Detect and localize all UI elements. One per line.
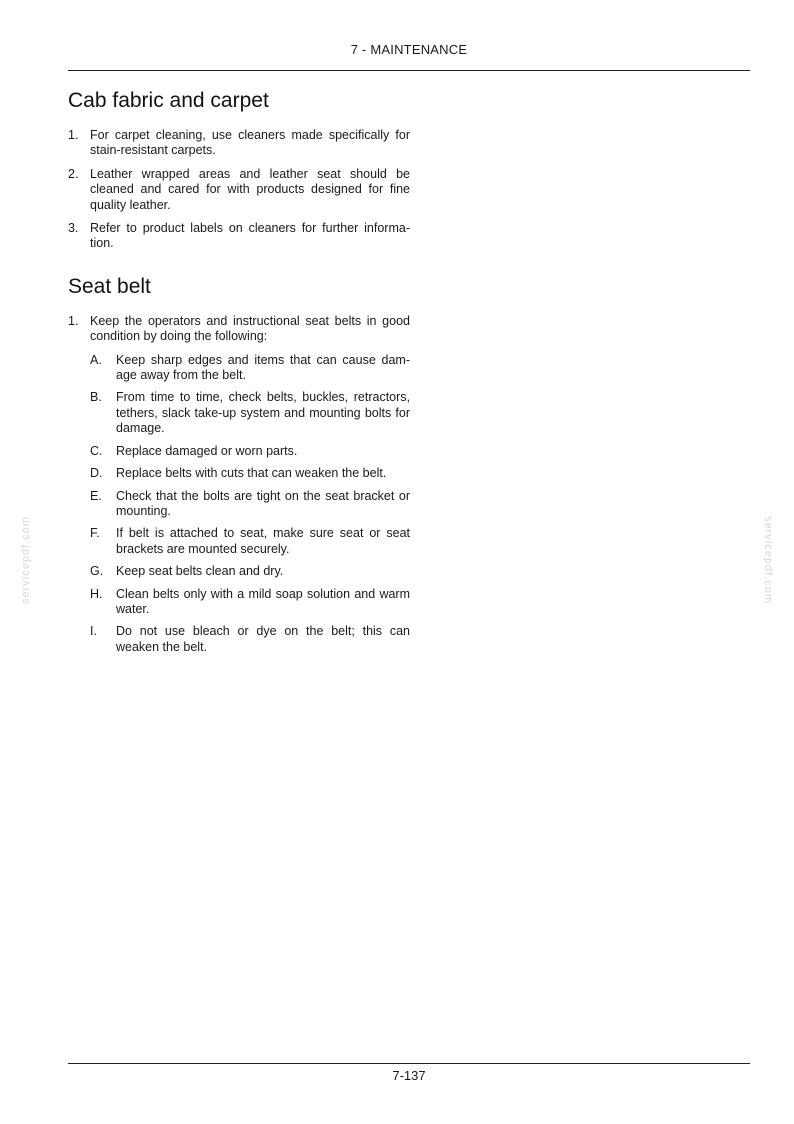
sub-list-item — [90, 353, 410, 384]
watermark-right: servicepdf.com — [762, 516, 774, 604]
list-item — [68, 128, 410, 159]
step-number: 1. — [68, 313, 79, 328]
list-item — [68, 221, 410, 252]
sub-list-item — [90, 587, 410, 618]
sub-step-letter: G. — [90, 564, 104, 579]
sub-step-letter: I. — [90, 624, 97, 639]
sub-step-text: Keep sharp edges and items that can cause dam-age away from the belt. — [116, 352, 410, 383]
header-rule — [68, 70, 750, 71]
section-title-cab-fabric: Cab fabric and carpet — [68, 89, 269, 112]
sub-step-text: Replace belts with cuts that can weaken the belt. — [116, 466, 387, 481]
list-item — [68, 314, 410, 655]
sub-list-item — [90, 526, 410, 557]
running-header: 7 - MAINTENANCE — [350, 42, 468, 57]
step-text: For carpet cleaning, use cleaners made specifically for stain-resistant carpets. — [90, 128, 410, 158]
sub-step-letter: E. — [90, 488, 102, 503]
sub-list-item — [90, 489, 410, 520]
step-number: 2. — [68, 166, 79, 181]
step-number: 3. — [68, 221, 79, 236]
step-text: Refer to product labels on cleaners for further informa-tion. — [90, 221, 410, 251]
footer-rule — [68, 1063, 750, 1064]
sub-step-text: Clean belts only with a mild soap solution and warm water. — [116, 586, 410, 616]
sub-step-text: Keep seat belts clean and dry. — [116, 564, 284, 579]
seat-belt-steps — [68, 314, 410, 655]
section-title-seat-belt: Seat belt — [68, 274, 151, 298]
sub-step-letter: D. — [90, 466, 103, 481]
list-item — [68, 167, 410, 213]
cab-fabric-steps — [68, 128, 410, 252]
sub-step-letter: B. — [90, 390, 102, 405]
sub-step-text: From time to time, check belts, buckles, retractors, tethers, slack take-up system and mounting bolts for damage. — [116, 390, 410, 436]
sub-list-item — [90, 390, 410, 436]
sub-step-text: Check that the bolts are tight on the seat bracket or mounting. — [116, 488, 410, 518]
sub-step-text: Replace damaged or worn parts. — [116, 443, 298, 458]
sub-step-text: If belt is attached to seat, make sure seat or seat brackets are mounted securely. — [116, 526, 410, 556]
sub-step-letter: C. — [90, 443, 103, 458]
page-content — [68, 86, 410, 663]
sub-list-item — [90, 466, 410, 481]
seat-belt-substeps — [90, 353, 410, 656]
page-number: 7-137 — [392, 1068, 426, 1083]
sub-list-item — [90, 624, 410, 655]
step-text: Keep the operators and instructional seat belts in good condition by doing the following: — [90, 313, 410, 344]
sub-step-letter: F. — [90, 526, 100, 541]
sub-step-text: Do not use bleach or dye on the belt; this can weaken the belt. — [116, 624, 410, 654]
watermark-left: servicepdf.com — [20, 516, 32, 604]
sub-list-item — [90, 564, 410, 579]
sub-list-item — [90, 444, 410, 459]
step-number: 1. — [68, 128, 79, 142]
sub-step-letter: H. — [90, 586, 103, 601]
step-text: Leather wrapped areas and leather seat should be cleaned and cared for with products designed for fine quality leather. — [90, 166, 410, 212]
sub-step-letter: A. — [90, 352, 102, 367]
